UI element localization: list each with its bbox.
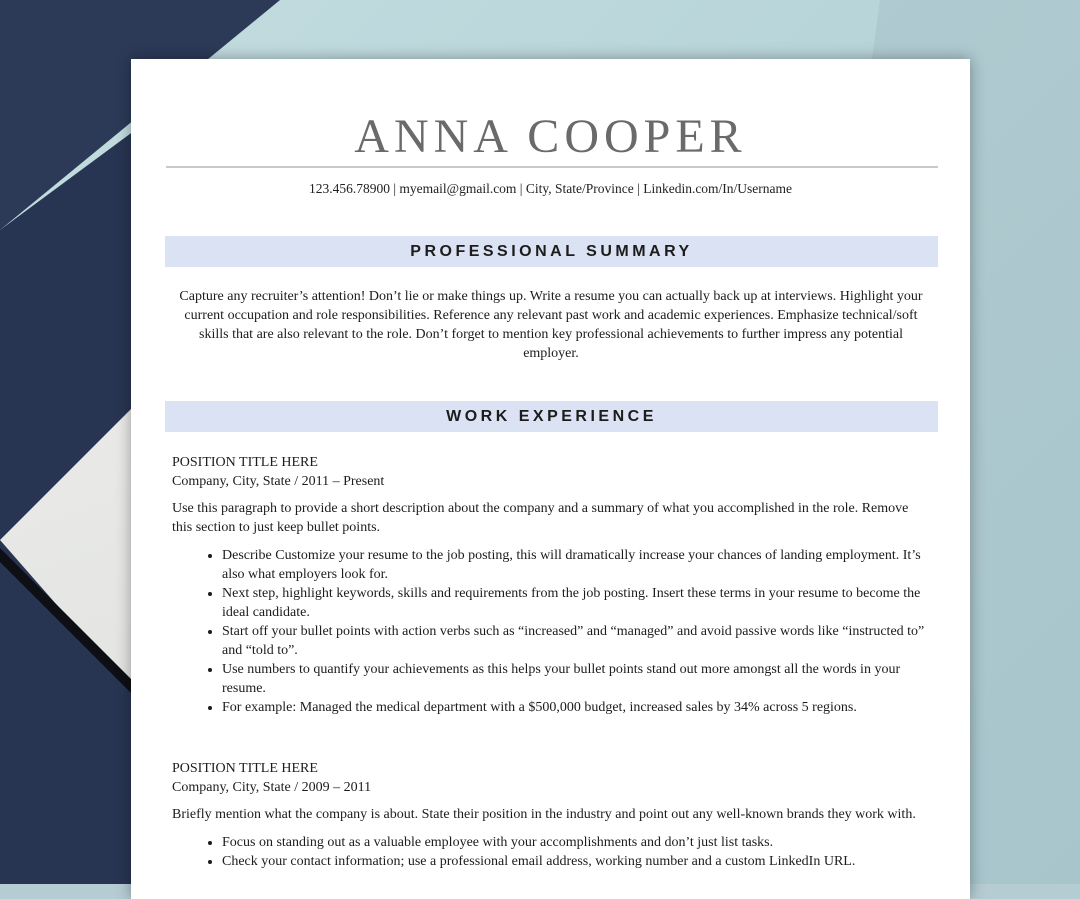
job-bullets: [172, 833, 932, 871]
job-entry-2: [172, 759, 932, 871]
job-meta: Company, City, State / 2009 – 2011: [172, 780, 372, 795]
job-bullets: [172, 546, 932, 717]
contact-line: 123.456.78900 | myemail@gmail.com | City, State/Province | Linkedin.com/In/Username: [308, 181, 793, 196]
resume-page: [131, 59, 970, 899]
experience-heading: WORK EXPERIENCE: [165, 401, 938, 432]
bullet-item: • Focus on standing out as a valuable employee with your accomplishments and don’t just list tasks.: [222, 833, 932, 852]
summary-text: Capture any recruiter’s attention! Don’t lie or make things up. Write a resume you can actually back up at interviews. Highlight your current occupation and role responsibilities. Reference any relevant past work and academic experiences. Emphasize technical/soft skills that are also relevant to the role. Don’t forget to mention key professional achievements to further impress any potential employer.: [179, 289, 923, 361]
job-description: Briefly mention what the company is about. State their position in the industry and point out any well-known brands they work with.: [172, 807, 916, 822]
job-entry-1: [172, 453, 932, 717]
bullet-item: • Next step, highlight keywords, skills and requirements from the job posting. Insert these terms in your resume to become the ideal candidate.: [222, 584, 932, 622]
name-divider: [166, 166, 938, 168]
job-meta: Company, City, State / 2011 – Present: [172, 474, 385, 489]
bullet-item: • For example: Managed the medical department with a $500,000 budget, increased sales by 34% across 5 regions.: [222, 698, 932, 717]
bullet-item: • Use numbers to quantify your achievements as this helps your bullet points stand out more amongst all the words in your resume.: [222, 660, 932, 698]
bullet-item: • Describe Customize your resume to the job posting, this will dramatically increase your chances of landing employment. It’s also what employers look for.: [222, 546, 932, 584]
summary-heading: PROFESSIONAL SUMMARY: [165, 236, 938, 267]
job-title: POSITION TITLE HERE: [172, 761, 318, 776]
job-description: Use this paragraph to provide a short description about the company and a summary of what you accomplished in the role. Remove this section to just keep bullet points.: [172, 501, 909, 535]
bullet-item: • Check your contact information; use a professional email address, working number and a custom LinkedIn URL.: [222, 852, 932, 871]
bullet-item: • Start off your bullet points with action verbs such as “increased” and “managed” and avoid passive words like “instructed to” and “told to”.: [222, 622, 932, 660]
resume-name: ANNA COOPER: [354, 110, 747, 163]
job-title: POSITION TITLE HERE: [172, 455, 318, 470]
